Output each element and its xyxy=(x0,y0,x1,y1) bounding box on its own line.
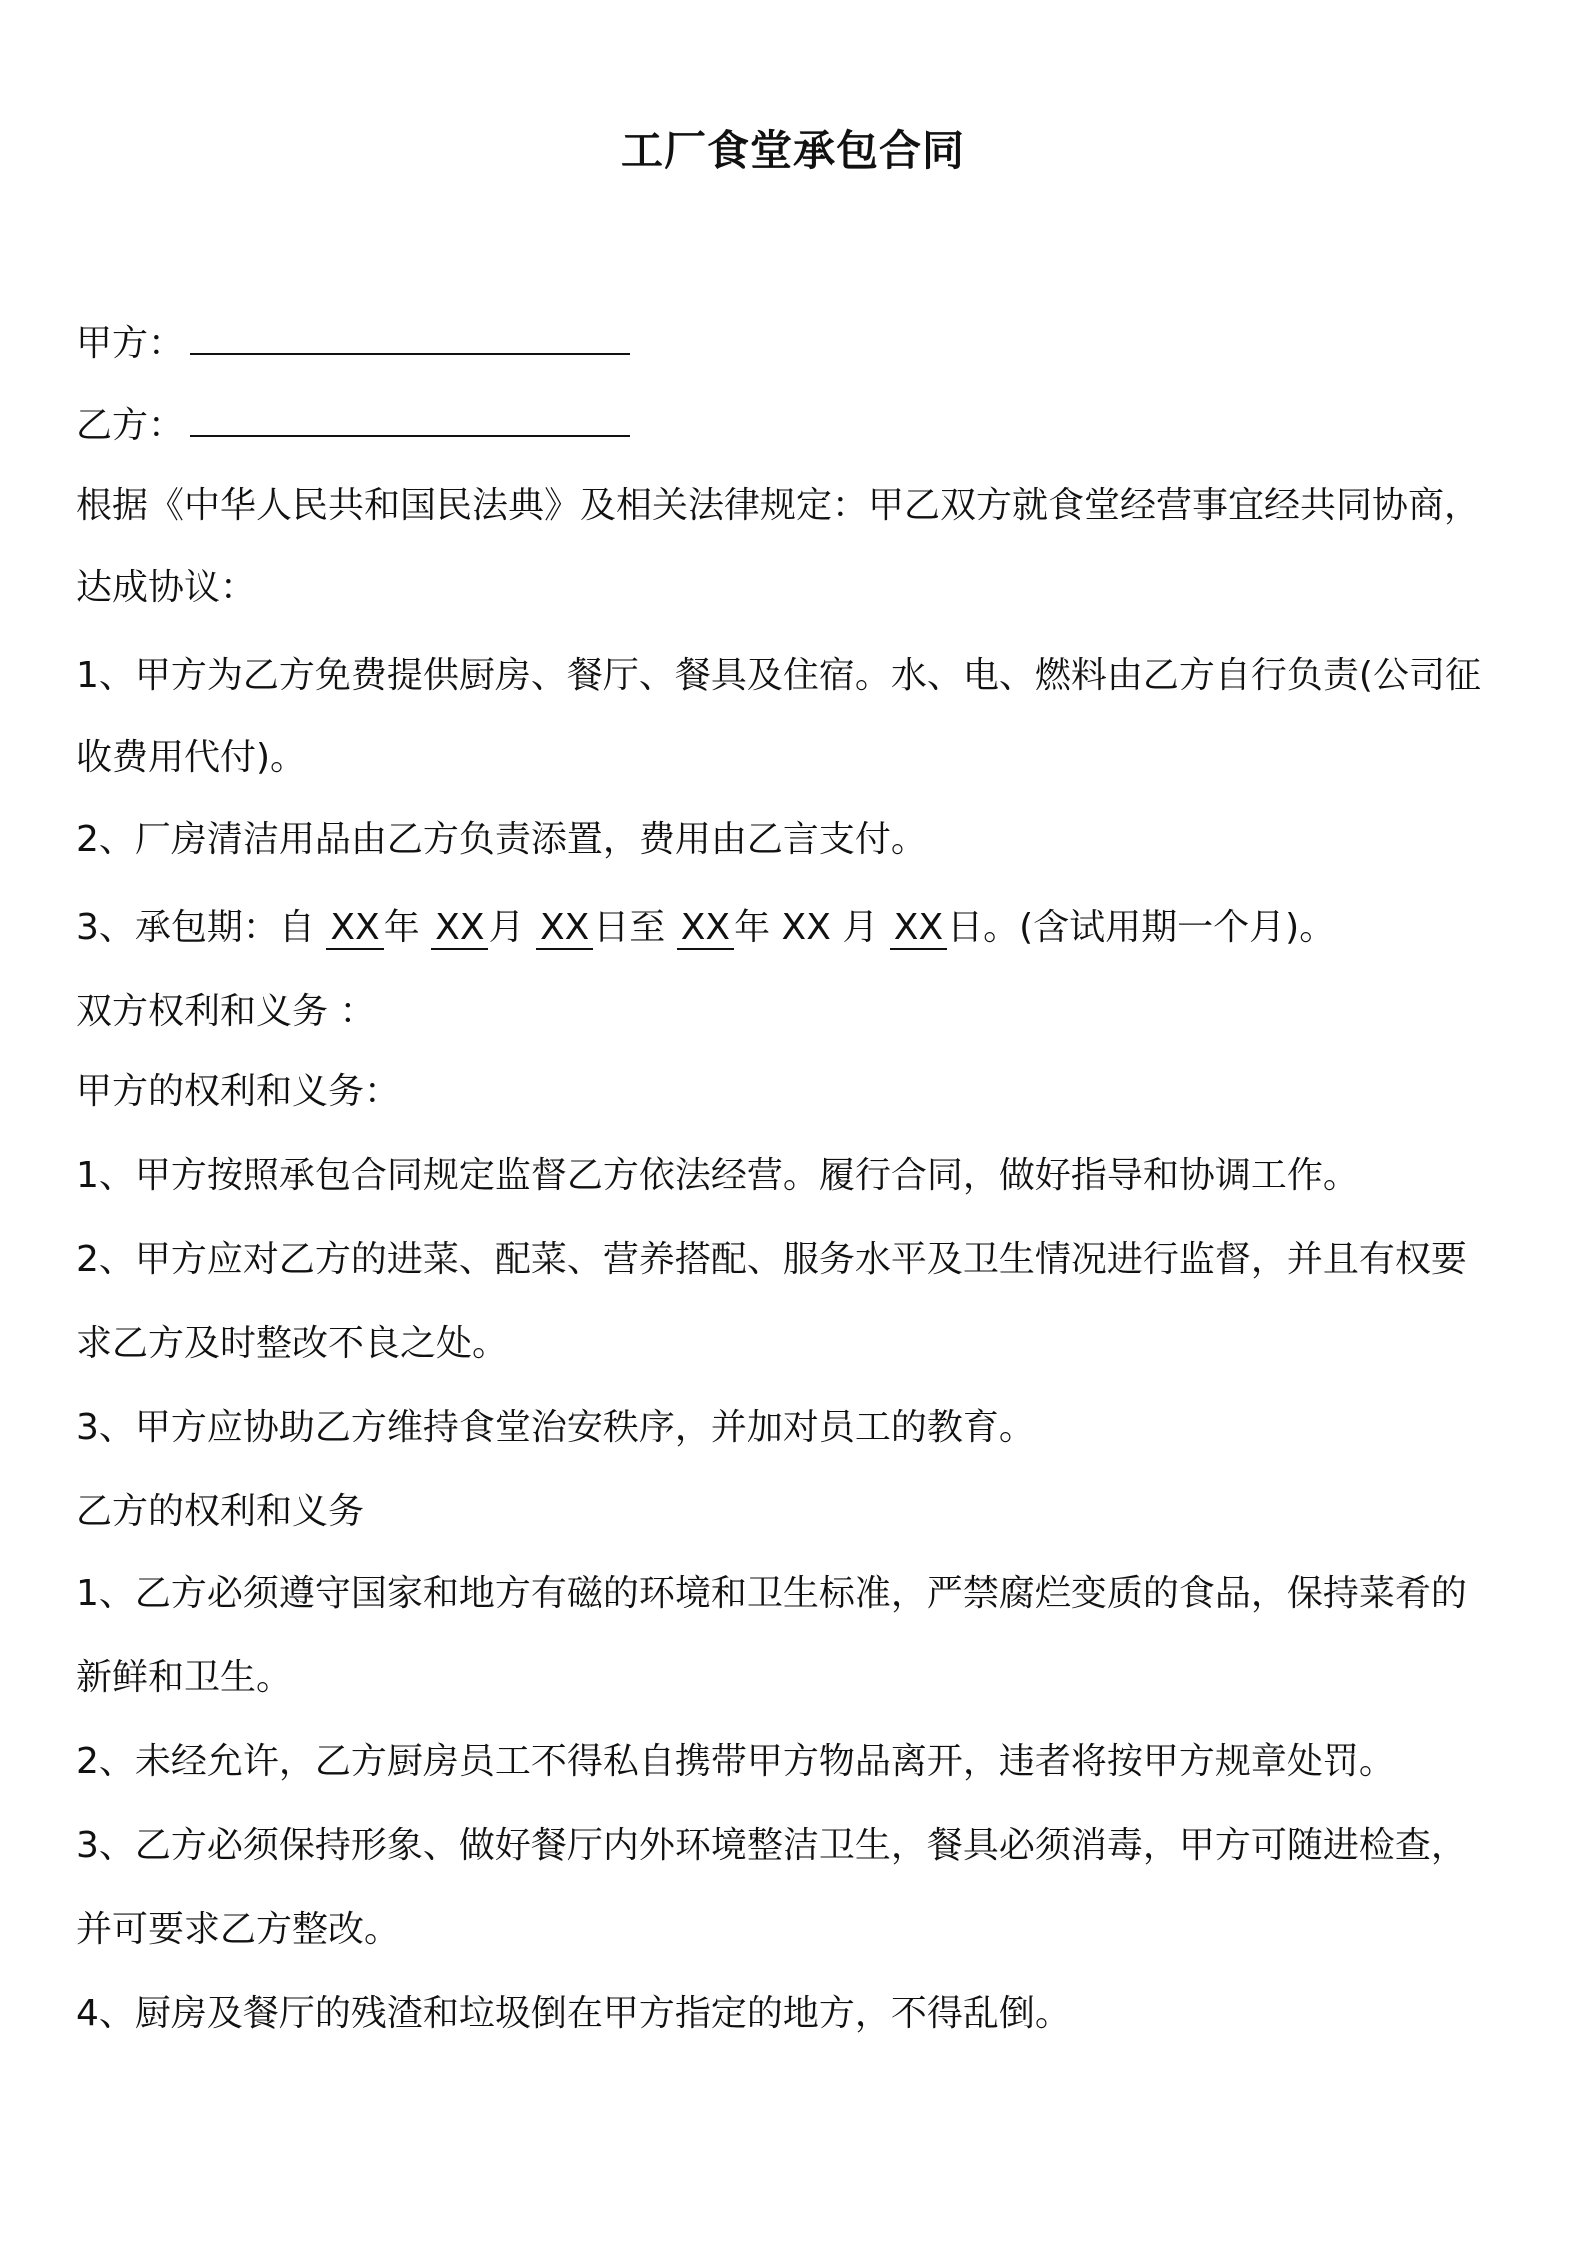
party-a-blank xyxy=(190,323,630,355)
end-day-field: XX xyxy=(890,908,947,950)
party-b-line xyxy=(76,404,630,448)
year-unit: 年 xyxy=(383,907,420,948)
rights-heading: 双方权利和义务 ： xyxy=(76,991,376,1032)
party-b-label: 乙方： xyxy=(76,405,185,446)
start-year-field: XX xyxy=(326,908,383,950)
party-a-line xyxy=(76,322,630,366)
clause-3-suffix: 日。(含试用期一个月)。 xyxy=(947,907,1336,948)
clause-1-line-1: 1、甲方为乙方免费提供厨房、餐厅、餐具及住宿。水、电、燃料由乙方自行负责(公司征 xyxy=(76,655,1481,696)
party-b-clause-2: 2、未经允许，乙方厨房员工不得私自携带甲方物品离开，违者将按甲方规章处罚。 xyxy=(76,1741,1395,1782)
clause-3-term xyxy=(76,906,1335,950)
party-a-clause-2-line-2: 求乙方及时整改不良之处。 xyxy=(76,1323,509,1364)
clause-3-prefix: 3、承包期：自 xyxy=(76,907,315,948)
party-a-clause-1: 1、甲方按照承包合同规定监督乙方依法经营。履行合同，做好指导和协调工作。 xyxy=(76,1155,1359,1196)
end-year-field: XX xyxy=(677,908,734,950)
clause-2: 2、厂房清洁用品由乙方负责添置，费用由乙言支付。 xyxy=(76,819,927,860)
start-day-field: XX xyxy=(536,908,593,950)
party-b-clause-1-line-2: 新鲜和卫生。 xyxy=(76,1657,293,1698)
month-unit: 月 xyxy=(488,907,525,948)
party-b-clause-4: 4、厨房及餐厅的残渣和垃圾倒在甲方指定的地方，不得乱倒。 xyxy=(76,1993,1071,2034)
party-b-clause-3-line-2: 并可要求乙方整改。 xyxy=(76,1909,401,1950)
party-b-rights-heading: 乙方的权利和义务 xyxy=(76,1491,365,1532)
month-unit: 月 xyxy=(842,907,879,948)
party-a-rights-heading: 甲方的权利和义务： xyxy=(76,1071,401,1112)
party-b-clause-1-line-1: 1、乙方必须遵守国家和地方有磁的环境和卫生标准，严禁腐烂变质的食品，保持菜肴的 xyxy=(76,1573,1467,1614)
party-b-blank xyxy=(190,405,630,437)
party-a-label: 甲方： xyxy=(76,323,185,364)
party-a-clause-2-line-1: 2、甲方应对乙方的进菜、配菜、营养搭配、服务水平及卫生情况进行监督，并且有权要 xyxy=(76,1239,1467,1280)
day-to-text: 日至 xyxy=(593,907,666,948)
end-month-field: XX xyxy=(781,907,831,948)
intro-line-1: 根据《中华人民共和国民法典》及相关法律规定：甲乙双方就食堂经营事宜经共同协商， xyxy=(76,485,1481,526)
document-title: 工厂食堂承包合同 xyxy=(620,126,965,175)
start-month-field: XX xyxy=(431,908,488,950)
party-b-clause-3-line-1: 3、乙方必须保持形象、做好餐厅内外环境整洁卫生，餐具必须消毒，甲方可随进检查， xyxy=(76,1825,1467,1866)
year-unit: 年 xyxy=(734,907,771,948)
intro-line-2: 达成协议： xyxy=(76,567,257,608)
party-a-clause-3: 3、甲方应协助乙方维持食堂治安秩序，并加对员工的教育。 xyxy=(76,1407,1035,1448)
clause-1-line-2: 收费用代付)。 xyxy=(76,737,307,778)
